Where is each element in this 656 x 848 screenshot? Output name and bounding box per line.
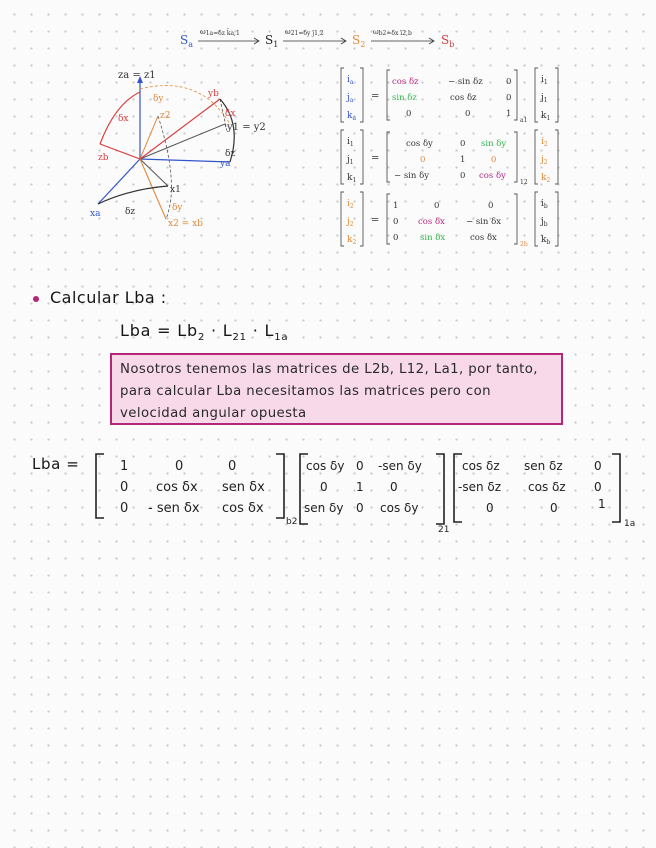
svg-text:0: 0 [120,480,129,495]
angle-delta-z-right: δz [225,149,236,159]
svg-text:0: 0 [406,109,412,119]
svg-text:j2: $j_2$ [347,217,354,228]
axis-ya [140,159,230,162]
svg-text:− sin δx: − sin δx [466,217,501,227]
svg-text:0: 0 [356,501,364,515]
svg-text:0: 0 [594,480,602,494]
svg-text:0: 0 [488,201,494,211]
svg-text:0: 0 [460,139,466,149]
svg-text:cos δz: cos δz [528,480,566,494]
matrix-21 [300,454,449,535]
matrix-1a [454,454,635,529]
arrow-1a [198,28,259,44]
svg-text:k2: $k_2$ [347,235,357,246]
frame-s1: $S_1$ [265,33,279,49]
svg-text:j1: $j_1$ [347,155,354,166]
svg-text:- sen δx: - sen δx [148,501,200,516]
svg-text:1: 1 [120,459,129,474]
formula-term-2: $L_{21}$ [222,321,247,344]
svg-text:0: 0 [228,459,237,474]
svg-text:cos δy: cos δy [306,459,345,473]
label-za: za = z1 [118,70,156,81]
svg-text:0: 0 [393,233,399,243]
svg-text:i2: $i_2$ [541,137,548,148]
svg-text:k1: $k_1$ [541,111,551,122]
svg-text:0: 0 [465,109,471,119]
svg-text:j2: $j_2$ [541,155,548,166]
angle-delta-x-right: δx [225,109,236,119]
formula-lhs: Lba [120,321,152,340]
label-yb: yb [208,89,219,99]
svg-text:21: 21 [438,525,450,535]
axis-yb [140,99,220,159]
svg-text:ka: $k_a$ [347,111,357,122]
svg-text:b2: b2 [286,517,298,527]
formula-term-1: $Lb_2$ [177,321,206,344]
svg-text:0: 0 [434,201,440,211]
svg-text:2b: 2b [520,241,528,248]
arc-black-bottom [98,186,168,204]
svg-text:0: 0 [356,459,364,473]
svg-text:-sen δz: -sen δz [458,480,502,494]
svg-text:12: 12 [520,179,528,186]
svg-text:sen δx: sen δx [222,480,265,495]
svg-text:=: = [371,215,380,226]
angle-delta-x-left: δx [118,114,129,124]
svg-text:k1: $k_1$ [347,173,357,184]
svg-text:0: 0 [491,155,497,165]
svg-text:ω21=δ̇y j̄1,2: ω21=δ̇y j̄1,2 [285,28,324,37]
svg-text:1: 1 [356,480,364,494]
svg-text:cos δz: cos δz [450,93,477,103]
svg-text:0: 0 [393,217,399,227]
equation-2b [341,192,558,248]
svg-text:sen δy: sen δy [304,501,344,515]
axis-xa [98,159,140,204]
svg-text:− sin δz: − sin δz [448,77,483,87]
arrow-21 [283,28,346,44]
svg-text:cos δy: cos δy [406,139,433,149]
svg-text:cos δx: cos δx [156,480,198,495]
rotation-equations [338,64,568,254]
frame-sa: $S_a$ [180,33,194,49]
angle-delta-y-bottom: δy [172,203,183,213]
svg-text:ωb2=δ̇x ī2,b: ωb2=δ̇x ī2,b [373,28,412,37]
rotation-axes-figure [80,64,290,234]
svg-text:1: 1 [460,155,466,165]
bullet-heading: Calcular Lba : [50,288,167,307]
svg-text:sin δz: sin δz [392,93,417,103]
svg-text:cos δy: cos δy [479,171,506,181]
matrix-b2 [96,454,297,527]
arrow-b2 [371,28,434,44]
label-y1: y1 = y2 [227,122,266,133]
svg-text:1: 1 [506,109,512,119]
svg-text:ia: $i_a$ [347,75,354,86]
svg-text:0: 0 [175,459,184,474]
svg-text:1a: 1a [624,519,636,529]
lba-matrix-product [90,448,650,538]
svg-text:0: 0 [390,480,398,494]
frame-sb: $S_b$ [441,33,455,49]
axis-x1 [140,159,168,186]
label-ya: ya [220,159,231,169]
svg-text:=: = [371,153,380,164]
svg-text:a1: a1 [520,117,528,124]
svg-text:cos δx: cos δx [222,501,264,516]
svg-text:-sen δy: -sen δy [378,459,422,473]
svg-text:0: 0 [120,501,129,516]
svg-text:i1: $i_1$ [541,75,548,86]
svg-text:ib: $i_b$ [541,199,548,210]
svg-text:sin δx: sin δx [420,233,446,243]
label-z2: z2 [160,111,171,121]
label-x2: x2 = xb [168,219,203,229]
angle-delta-z-bottom: δz [125,207,136,217]
svg-text:0: 0 [320,480,328,494]
svg-text:cos δz: cos δz [462,459,500,473]
svg-text:0: 0 [420,155,426,165]
svg-text:0: 0 [594,459,602,473]
svg-text:0: 0 [550,501,558,515]
lba-product-label: Lba = [32,455,80,473]
svg-text:ja: $j_a$ [347,93,354,104]
angle-delta-y-top: δy [153,94,164,104]
svg-text:1: 1 [393,201,399,211]
svg-text:0: 0 [506,77,512,87]
highlighted-note: Nosotros tenemos las matrices de L2b, L12, La1, por tanto, para calcular Lba necesitamos las matrices pero con velocidad angular opuesta [110,353,563,425]
svg-text:cos δx: cos δx [418,217,445,227]
equation-a1 [341,68,558,124]
svg-text:jb: $j_b$ [541,217,548,228]
svg-text:− sin δy: − sin δy [394,171,430,181]
svg-text:0: 0 [506,93,512,103]
label-x1: x1 [170,185,181,195]
frame-transform-chain [150,20,480,60]
formula-dot-1: · [211,321,217,340]
svg-text:cos δx: cos δx [470,233,497,243]
lba-formula [120,321,288,343]
formula-dot-2: · [252,321,259,340]
svg-text:=: = [371,91,380,102]
formula-term-3: $L_{1a}$ [264,321,289,344]
equation-12 [341,130,558,186]
svg-text:0: 0 [460,171,466,181]
svg-text:cos δy: cos δy [380,501,419,515]
label-zb: zb [98,153,109,163]
svg-text:sin δy: sin δy [481,139,507,149]
svg-text:ω1a=δ̇z k̄a,1: ω1a=δ̇z k̄a,1 [200,28,240,37]
svg-text:kb: $k_b$ [541,235,551,246]
label-xa: xa [90,209,101,219]
svg-text:0: 0 [486,501,494,515]
frame-s2: $S_2$ [352,33,366,49]
svg-text:k2: $k_2$ [541,173,551,184]
bullet-dot [33,296,39,302]
arc-dashed-gray [158,116,171,219]
svg-text:1: 1 [598,497,606,511]
svg-text:i1: $i_1$ [347,137,354,148]
svg-text:j1: $j_1$ [541,93,548,104]
svg-text:sen δz: sen δz [524,459,563,473]
formula-eq: = [157,321,172,340]
svg-text:i2: $i_2$ [347,199,354,210]
svg-text:cos δz: cos δz [392,77,419,87]
